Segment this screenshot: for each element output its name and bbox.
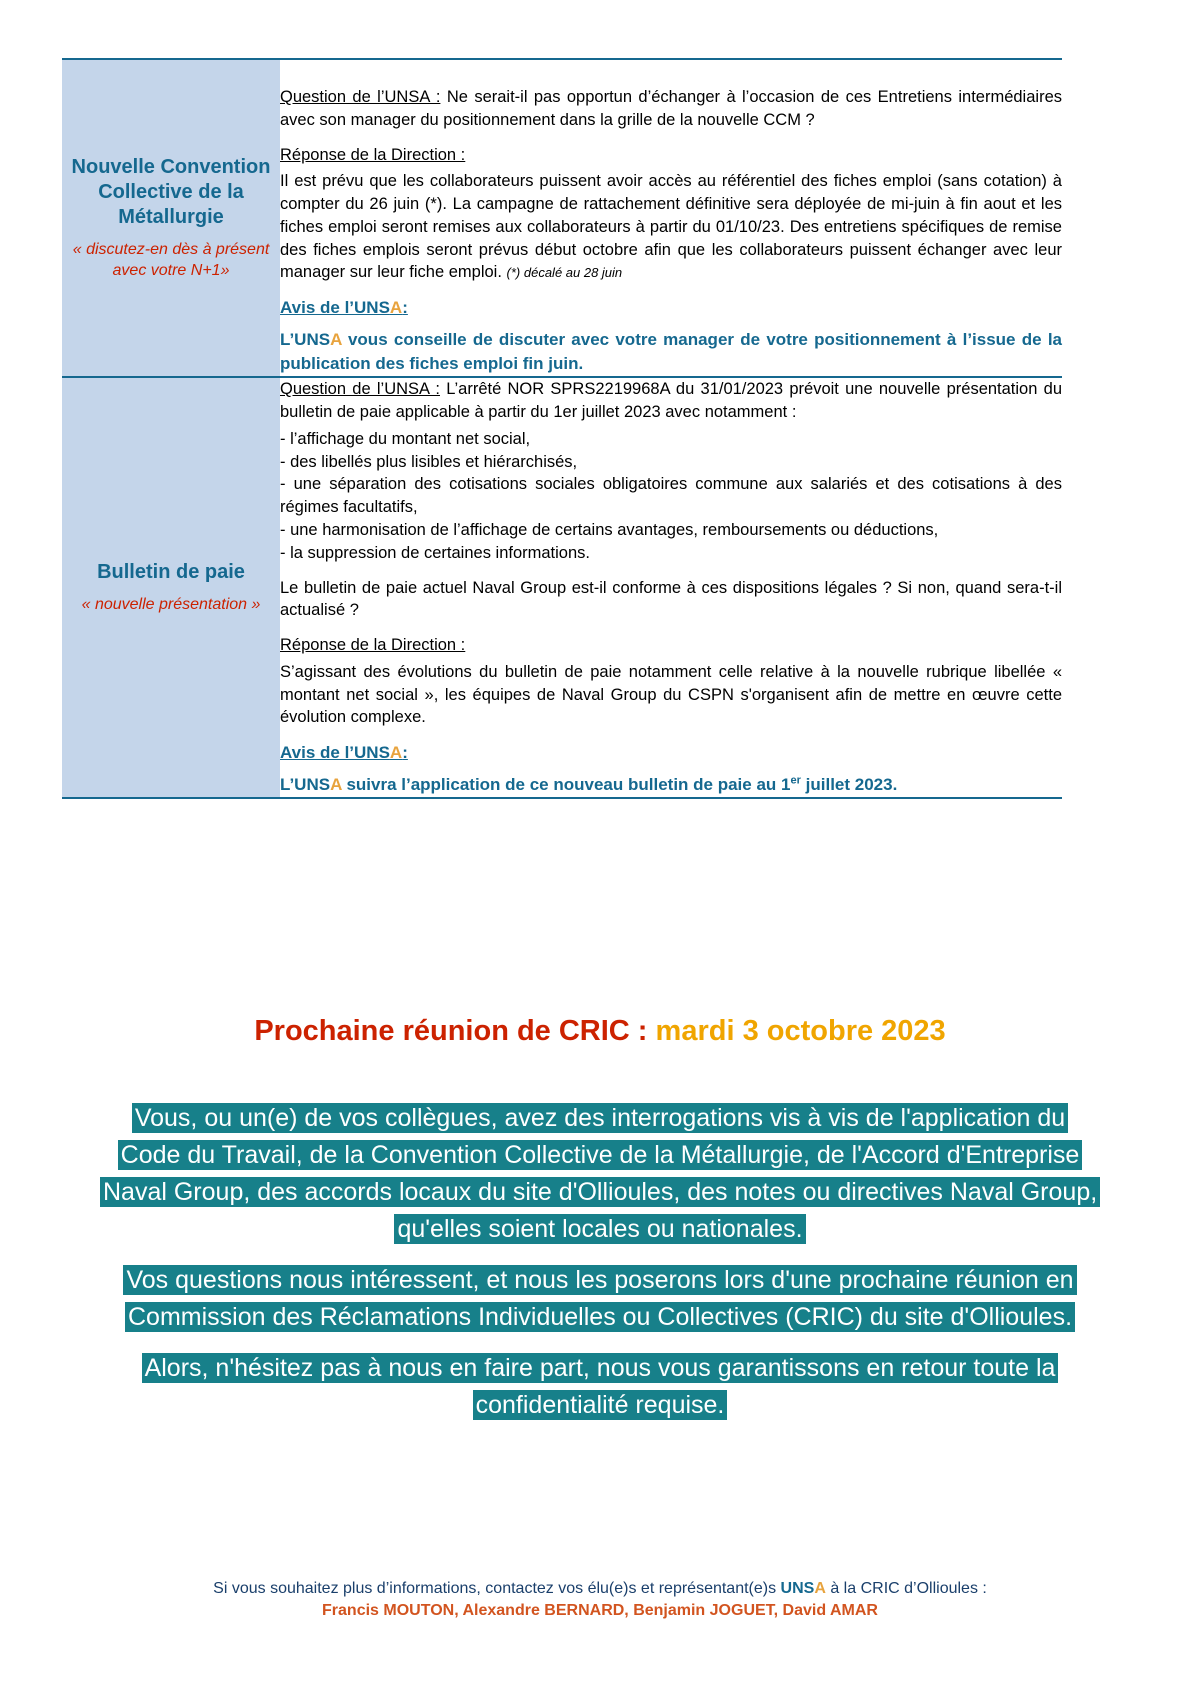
answer-note: (*) décalé au 28 juin — [506, 265, 623, 281]
question-label: Question de l’UNSA : — [280, 88, 441, 106]
avis-text-a: A — [330, 775, 342, 795]
next-meeting-banner — [0, 1015, 1200, 1048]
footer — [0, 1580, 1200, 1620]
cta-paragraph-1 — [100, 1100, 1100, 1248]
avis-text-uns: UNS — [294, 775, 331, 795]
question-paragraph — [280, 378, 1062, 424]
avis-label-a: A — [389, 298, 403, 318]
avis-label-prefix: Avis de l’ — [280, 298, 355, 318]
cta-text-3: Alors, n'hésitez pas à nous en faire part, nous vous garantissons en retour toute la confidentialité requise. — [142, 1353, 1059, 1420]
answer-label: Réponse de la Direction : — [280, 145, 466, 164]
question-bullet: - des libellés plus lisibles et hiérarchisés, — [280, 452, 578, 471]
category-subtitle: « nouvelle présentation » — [81, 595, 261, 613]
category-cell-ccm — [62, 59, 280, 377]
avis-text-prefix: L’ — [280, 330, 295, 350]
footer-suffix: à la CRIC d’Ollioules : — [825, 1580, 987, 1597]
cta-text-1: Vous, ou un(e) de vos collègues, avez des interrogations vis à vis de l'application du Code du Travail, de la Convention Collective de la Métallurgie, de l'Accord d'Entreprise Naval Group, des accords locaux du site d'Ollioules, des notes ou directives Naval Group, qu'elles soient locales ou nationales. — [100, 1103, 1100, 1244]
answer-paragraph — [280, 170, 1062, 284]
avis-label — [280, 743, 1062, 763]
avis-text-a: A — [330, 330, 342, 350]
question-text: L’arrêté NOR SPRS2219968A du 31/01/2023 prévoit une nouvelle présentation du bulletin de paie applicable à partir du 1er juillet 2023 avec notamment : — [280, 380, 1063, 422]
cta-paragraph-2 — [100, 1262, 1100, 1336]
avis-text-rest-2: juillet 2023. — [800, 775, 898, 795]
avis-label-suffix: : — [402, 743, 408, 763]
avis-label — [280, 298, 1062, 318]
answer-label-paragraph — [280, 634, 1062, 657]
content-cell-ccm — [280, 59, 1062, 377]
table-row — [62, 377, 1062, 798]
question-bullet: - la suppression de certaines informations. — [280, 543, 590, 562]
question-bullet: - une séparation des cotisations sociales obligatoires commune aux salariés et des cotisations à des régimes facultatifs, — [280, 475, 1062, 517]
avis-label-a: A — [389, 743, 403, 763]
avis-text-sup: er — [790, 774, 801, 787]
question-bullet: - une harmonisation de l’affichage de certains avantages, remboursements ou déductions, — [280, 520, 939, 539]
next-meeting-date: mardi 3 octobre 2023 — [655, 1015, 946, 1047]
category-subtitle: « discutez-en dès à présent avec votre N+1» — [72, 240, 270, 279]
footer-line-2: Francis MOUTON, Alexandre BERNARD, Benjamin JOGUET, David AMAR — [322, 1602, 878, 1619]
footer-uns: UNS — [780, 1580, 815, 1597]
answer-label: Réponse de la Direction : — [280, 636, 466, 655]
avis-label-prefix: Avis de l’ — [280, 743, 355, 763]
avis-text-uns: UNS — [294, 330, 331, 350]
content-cell-bulletin — [280, 377, 1062, 798]
qa-table — [62, 58, 1062, 799]
avis-text-prefix: L’ — [280, 775, 295, 795]
question-text: Ne serait-il pas opportun d’échanger à l’occasion de ces Entretiens intermédiaires avec son manager du positionnement dans la grille de la nouvelle CCM ? — [280, 88, 1062, 129]
category-title: Nouvelle Convention Collective de la Métallurgie — [71, 155, 271, 228]
avis-text-rest: vous conseille de discuter avec votre manager de votre positionnement à l’issue de la publication des fiches emploi fin juin. — [280, 330, 1062, 374]
footer-prefix: Si vous souhaitez plus d’informations, contactez vos élu(e)s et représentant(e)s — [213, 1580, 781, 1597]
cta-paragraph-3 — [100, 1350, 1100, 1424]
question-followup: Le bulletin de paie actuel Naval Group est-il conforme à ces dispositions légales ? Si non, quand sera-t-il actualisé ? — [280, 578, 1062, 620]
avis-label-uns: UNS — [354, 298, 390, 318]
category-cell-bulletin — [62, 377, 280, 798]
next-meeting-label: Prochaine réunion de CRIC : — [254, 1015, 648, 1047]
avis-label-uns: UNS — [354, 743, 390, 763]
avis-text — [280, 773, 1062, 797]
spacer — [280, 565, 1062, 577]
cta-text-2: Vos questions nous intéressent, et nous les poserons lors d'une prochaine réunion en Commission des Réclamations Individuelles ou Collectives (CRIC) du site d'Ollioules. — [123, 1265, 1076, 1332]
category-title: Bulletin de paie — [97, 560, 245, 583]
answer-label-paragraph — [280, 144, 1062, 167]
table-row — [62, 59, 1062, 377]
question-label: Question de l’UNSA : — [280, 380, 440, 399]
question-paragraph — [280, 86, 1062, 132]
avis-label-suffix: : — [402, 298, 408, 318]
question-bullet: - l’affichage du montant net social, — [280, 429, 531, 448]
footer-line-1 — [0, 1580, 1200, 1598]
footer-a: A — [814, 1580, 826, 1597]
answer-paragraph: S’agissant des évolutions du bulletin de paie notamment celle relative à la nouvelle rubrique libellée « montant net social », les équipes de Naval Group du CSPN s'organisent afin de mettre en œuvre cette évolution complexe. — [280, 662, 1062, 727]
answer-text: Il est prévu que les collaborateurs puissent avoir accès au référentiel des fiches emploi (sans cotation) à compter du 26 juin (*). La campagne de rattachement définitive sera déployée de mi-juin à fin aout et les fiches emploi seront remises aux collaborateurs à partir du 01/10/23. Des entretiens spécifiques de remise des fiches emplois seront prévus début octobre afin que les collaborateurs puissent échanger avec leur manager sur leur fiche emploi. — [280, 172, 1062, 282]
avis-text-rest-1: suivra l’application de ce nouveau bulletin de paie au 1 — [341, 775, 791, 795]
call-to-action-block — [100, 1100, 1100, 1424]
avis-text — [280, 328, 1062, 376]
